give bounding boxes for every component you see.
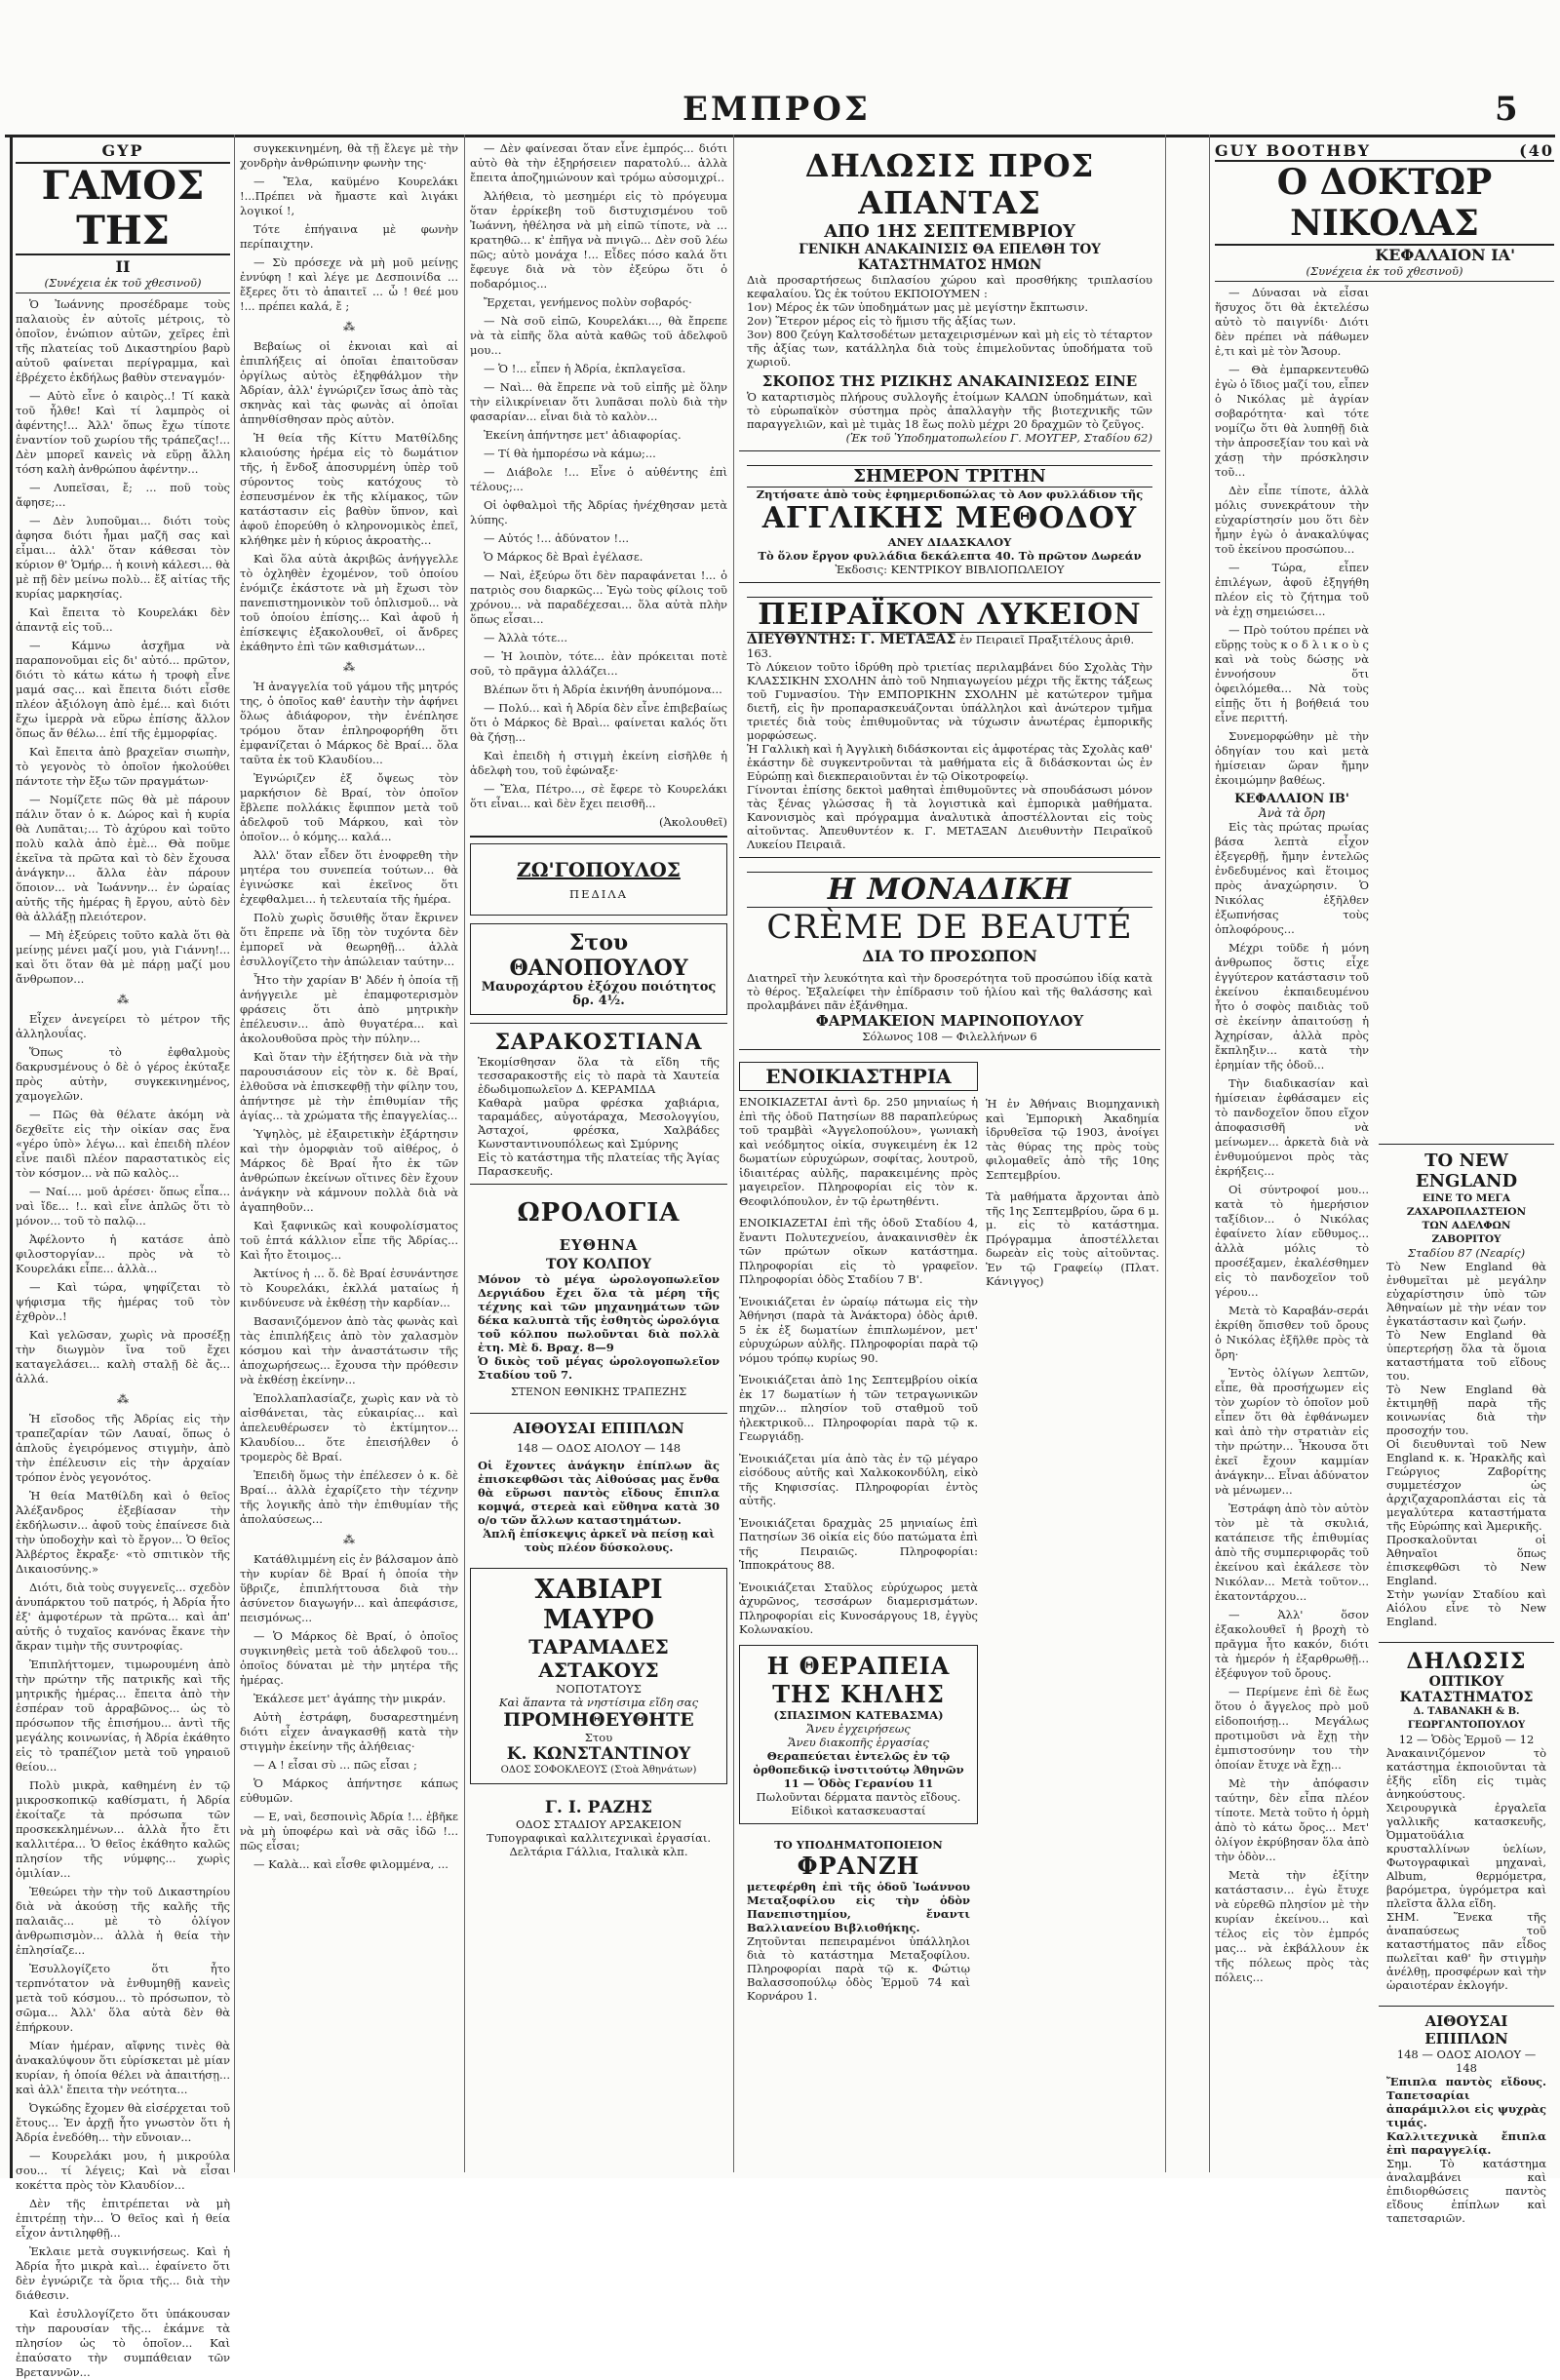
rental-listing: ΕΝΟΙΚΙΑΖΕΤΑΙ ἐπὶ τῆς ὁδοῦ Σταδίου 4, ἔναντι Πολυτεχνείου, ἀνακαινισθὲν ἐκ τῶν πρώτων οἴκων κατάστημα. Πληροφορίαι εἰς τὸ γραφεῖον. Πληροφορίαι ὁδὸς Σταδίου 7 Β'. — [739, 1216, 978, 1286]
ad-text: Τὸ Λύκειον τοῦτο ἱδρύθη πρὸ τριετίας περιλαμβάνει δύο Σχολὰς Τὴν ΚΛΑΣΣΙΚΗΝ ΣΧΟΛΗΝ ἀπὸ τοῦ Νηπιαγωγείου μέχρι τῆς ἕκτης τάξεως τοῦ Γυμνασίου. Τὴν ΕΜΠΟΡΙΚΗΝ ΣΧΟΛΗΝ μὲ κατώτερον τμῆμα διετῆ, εἰς ἣν προπαρασκευάζονται ὑπάλληλοι καὶ ἀνώτερον τμῆμα τριετές διὰ τοὺς ἐπιθυμοῦντας νὰ τύχωσιν ἀνωτέρας ἐμπορικῆς μορφώσεως. — [747, 660, 1152, 742]
rentals-title: ΕΝΟΙΚΙΑΣΤΗΡΙΑ — [739, 1062, 978, 1091]
paragraph: Καὶ ἐσυλλογίζετο ὅτι ὑπάκουσαν τὴν παρουσίαν τῆς... ἐκάμνε τὰ πλησίον ὡς τὸ ὁποῖον... Καὶ ἐπαύσατο τὴν συμπάθειαν τῶν Βρεταννῶν... — [16, 2307, 230, 2379]
column-ads-center — [739, 141, 1160, 2169]
paragraph: — Καὶ τώρα, ψηφίζεται τὸ ψήφισμα τῆς ἡμέρας τοῦ τὸν ἐχθρὸν..! — [16, 1280, 230, 1323]
paragraph: — Δύνασαι νὰ εἶσαι ἥσυχος ὅτι θὰ ἐκτελέσω αὐτὸ τὸ παιγνίδι· Διότι δὲν πρέπει νὰ πάθωμεν ἐ,τι καὶ μὲ τὸν Ἄσουρ. — [1215, 286, 1369, 358]
ad-text: Ζητοῦνται πεπειραμένοι ὑπάλληλοι διὰ τὸ κατάστημα Μεταξοφίλου. Πληροφορίαι παρὰ τῷ κ. Φώτιῳ Βαλασσοπούλῳ ὁδὸς Ἑρμοῦ 74 καὶ Κορνάρου 1. — [747, 1933, 970, 2003]
paragraph: Ὑψηλὸς, μὲ ἐξαιρετικὴν ἐξάρτησιν καὶ τὴν ὁμορφιὰν τοῦ αἰθέρος, ὁ Μάρκος δὲ Βραί ἦτο ἐκ τῶν ἀνθρώπων ἐκείνων οἵτινες δὲν ἔχουν ἀνάγκην νὰ κάμνουν πολλὰ διὰ νὰ ἀγαπηθοῦν... — [240, 1127, 458, 1214]
ad-text: Καθαρὰ μαῦρα φρέσκα χαβιάρια, ταραμάδες, αὐγοτάραχα, Μεσολογγίου, Ἀσταχοί, φρέσκα, Χαλβάδες Κωνσταντινουπόλεως καὶ Σμύρνης — [478, 1095, 720, 1151]
serial-title: Ο ΔΟΚΤΩΡ ΝΙΚΟΛΑΣ — [1215, 160, 1554, 246]
ad-title: ΤΟ NEW ENGLAND — [1415, 1151, 1518, 1191]
serial-number: (40 — [1519, 141, 1554, 160]
ad-text: ΣΗΜ. Ἕνεκα τῆς ἀναπαύσεως τοῦ καταστήματος πᾶν εἶδος πωλεῖται καθ' ἣν στιγμὴν ἀνέλθῃ, προσφέρων καὶ τὴν ὡραιοτέραν ἐκλογήν. — [1386, 1910, 1546, 1992]
paragraph: Καὶ ξαφνικῶς καὶ κουφολίσματος τοῦ ἑπτά κάλλιον εἶπε τῆς Ἀδρίας... Καὶ ἦτο ἔτοιμος... — [240, 1219, 458, 1262]
rental-listing: Ἐνοικιάζεται δραχμὰς 25 μηνιαίως ἐπὶ Πατησίων 36 οἰκία εἰς δύο πατώματα ἐπὶ τῆς Πειραιῶς. Πληροφορίαι: Ἱπποκράτους 88. — [739, 1515, 978, 1572]
ad-title: ΣΑΡΑΚΟΣΤΙΑΝΑ — [494, 1029, 703, 1055]
ad-text: Ὁ καταρτισμὸς πλήρους συλλογῆς ἑτοίμων ΚΑΛΩΝ ὑποδημάτων, καὶ τὸ εὐρωπαϊκὸν σύστημα πρὸς ἀπαλλαγὴν τῆς βιοτεχνικῆς τῶν παραγγελιῶν, καὶ μὲ τιμὰς 18 ἕως πολὺ μέχρι 20 δραχμῶν τὸ ζεῦγος. — [747, 390, 1152, 431]
ad-address: 11 — Ὁδὸς Γερανίου 11 — [783, 1775, 934, 1790]
ad-pharmacy: ΦΑΡΜΑΚΕΙΟΝ ΜΑΡΙΝΟΠΟΥΛΟΥ — [815, 1012, 1084, 1030]
column-divider — [10, 135, 13, 2178]
ad-line: Κ. ΚΩΝΣΤΑΝΤΙΝΟΥ — [506, 1743, 691, 1764]
ad-text: Οἱ διευθυνταὶ τοῦ New England κ. κ. Ἡρακλῆς καὶ Γεώργιος Ζαβορίτης συμμετέσχον ὡς ἀρχιζαχαροπλάσται εἰς τὰ μεγαλύτερα καταστήματα τῆς Εὐρώπης καὶ Ἀμερικῆς. — [1386, 1437, 1546, 1533]
section-separator: ⁂ — [117, 1392, 129, 1406]
paragraph: — Δὲν λυποῦμαι... διότι τοὺς ἀφησα διότι ἦμαι μαζῆ σας καὶ εἶμαι... ἀλλ' ὅταν κάθεσαι τὸν κύριον θ' Ὁμήρ... ἡ κοινὴ κάλεσι... θὰ μὲ πῇ δὲν μείνω πολὺ... ἔξ αἰτίας τῆς κυρίας μαρκησίας. — [16, 514, 230, 601]
ad-subtitle: ΓΕΝΙΚΗ ΑΝΑΚΑΙΝΙΣΙΣ ΘΑ ΕΠΕΛΘΗ ΤΟΥ ΚΑΤΑΣΤΗΜΑΤΟΣ ΗΜΩΝ — [799, 242, 1101, 273]
ad-text: 3ον) 800 ζεύγη Καλτσοδέτων μεταχειρισμένων καὶ μὴ εἰς τὸ τέταρτον τῆς ἀξίας των, κατάλληλα διὰ τοὺς ἐπιμελοῦντας ὑποδήματα τοῦ χωριοῦ. — [747, 328, 1152, 369]
ad-director: ΔΙΕΥΘΥΝΤΗΣ: Γ. ΜΕΤΑΞΑΣ — [747, 632, 956, 647]
ad-title-2: ΤΗΣ ΚΗΛΗΣ — [772, 1679, 945, 1708]
paragraph: — Σὺ πρόσεχε νὰ μὴ μοῦ μείνῃς ἐννύφη ! καὶ λέγε με Δεσποινίδα ... ἔξερες ὅτι τὸ ἀπαιτεῖ ... ὦ ! θεέ μου !... πρέπει καλά, ἔ ; — [240, 255, 458, 313]
ad-address: ΟΔΟΣ ΣΤΑΔΙΟΥ ΑΡΣΑΚΕΙΟΝ — [515, 1816, 682, 1831]
to-be-continued: (Ἀκολουθεῖ) — [659, 815, 727, 829]
paragraph: Ἐκάλεσε μετ' ἀγάπης τὴν μικράν. — [254, 1692, 447, 1705]
ad-shoe-store-declaration — [739, 141, 1160, 451]
ad-subtitle: ΤΟΥ ΚΟΛΠΟΥ — [545, 1256, 652, 1272]
paragraph: Αὐτὴ ἐστράφη, δυσαρεστημένη διότι εἶχεν ἀναγκασθῇ κατὰ τὴν στιγμὴν ἐκείνην τῆς ἀλήθειας· — [240, 1710, 458, 1753]
ad-razis — [470, 1792, 727, 1864]
paragraph: Ἀλήθεια, τὸ μεσημέρι εἰς τὸ πρόγευμα ὅταν ἐρρίκεβη τοῦ διστυχισμένου τοῦ Ἰωάννη, ἠθέλησα νὰ μὴ εἰπῶ τίποτε, νὰ ... κρατηθῶ... κ' ἐπῆγα νὰ πνιγῶ... Δὲν σοῦ λέω πῶς; αὐτὸ μονάχα !... Εἶδες πόσο καλά ὅτι ἔφευγε διὰ νὰ τὸν ἐξεύρω ὅτι ὁ ποδαρόμιος... — [470, 189, 727, 291]
serial-author: GUY BOOTHBY — [1215, 141, 1371, 160]
notice-text: Ἡ ἐν Ἀθήναις Βιομηχανικὴ καὶ Ἐμπορικὴ Ἀκαδημία ἱδρυθεῖσα τῷ 1903, ἀνοίγει τὰς θύρας της πρὸς τοὺς φιλομαθεῖς ἀπὸ τῆς 10ης Σεπτεμβρίου. — [986, 1097, 1159, 1182]
ad-subtitle: ΠΕΔΙΛΑ — [569, 886, 628, 901]
ad-text: Μαυροχάρτου ἐξόχου ποιότητος δρ. 4½. — [481, 979, 717, 1008]
academy-notice — [986, 1058, 1159, 1645]
paragraph: Καὶ γελῶσαν, χωρὶς νὰ προσέξῃ τὴν διωγμὸν ἴνα τοῦ ἔχει καταγελάσει... καλὴ σταλῇ δὲ ἄς... ἀλλά. — [16, 1328, 230, 1385]
paragraph: — Δὲν φαίνεσαι ὅταν εἶνε ἐμπρός... διότι αὐτὸ θὰ τὴν ἐξηρήσειεν παρατολύ... ἀλλὰ ἔπειτα ἀποζημιώνουν καὶ τρόμω αὐσομιχρί.. — [470, 141, 727, 184]
ad-english-method — [739, 459, 1160, 583]
paragraph: Πολὺ μικρὰ, καθημένη ἐν τῷ μικροσκοπικῷ καθίσματι, ἡ Ἀδρία ἐκοίταζε τὰ πρόσωπα τῶν προσκεκλημένων... ἀλλὰ ἦτο ἔτι καλλιτέρα... Ὁ θεῖος ἐκάθητο καλῶς πλησίον τῆς νύμφης... χωρὶς ὁμιλίαν... — [16, 1778, 230, 1880]
paragraph: Καὶ ὅταν τὴν ἐξήτησεν διὰ νὰ τὴν παρουσιάσουν εἰς τὸν κ. δὲ Βραί, ἐλθοῦσα νὰ ἐπισκεφθῇ τὴν φίλην του, ἀπήντησε μὲ τὴν ἐπιθυμίαν τῆς ἁγίας... τὰ χρώματα τῆς ἐπαγγελίας... — [240, 1050, 458, 1122]
ad-line: ΟΔΟΣ ΣΟΦΟΚΛΕΟΥΣ (Στοὰ Ἀθηνάτων) — [500, 1764, 697, 1775]
ad-text: Ὁ δικὸς τοῦ μέγας ὡρολογοπωλεῖον Σταδίου τοῦ 7. — [478, 1353, 720, 1382]
ad-text: Ζητήσατε ἀπὸ τοὺς ἐφημεριδοπώλας τὸ Αον φυλλάδιον τῆς — [756, 488, 1144, 501]
continuation-note: (Συνέχεια ἐκ τοῦ χθεσινοῦ) — [1215, 264, 1554, 282]
paragraph: Ὁ Μάρκος δὲ Βραὶ ἐγέλασε. — [484, 550, 644, 564]
ad-address: Σταδίου 87 (Νεαρίς) — [1407, 1246, 1526, 1260]
ad-text: ΣΤΕΝΟΝ ΕΘΝΙΚΗΣ ΤΡΑΠΕΖΗΣ — [510, 1385, 687, 1398]
paragraph: Ἐσυλλογίζετο ὅτι ἦτο τερπνότατον νὰ ἐνθυμηθῇ κανεὶς μετὰ τοῦ κόσμου... τὸ πρόσωπον, τὸ σῶμα... Ἀλλ' ὅλα αὐτὰ δὲν θὰ ἐπήρκουν. — [16, 1962, 230, 2034]
ad-text: Προσκαλοῦνται οἱ Ἀθηναῖοι ὅπως ἐπισκεφθῶσι τὸ New England. — [1386, 1533, 1546, 1587]
feuilleton-title: ΓΑΜΟΣ ΤΗΣ — [16, 162, 230, 255]
rental-listing: Ἐνοικιάζεται ἀπὸ 1ης Σεπτεμβρίου οἰκία ἐκ 17 δωματίων ἡ τῶν τετραγωνικῶν πηχῶν... πλησίον τοῦ σταθμοῦ τοῦ ἠλεκτρικοῦ... Πληροφορίαι παρὰ τῷ κ. Γεωργιάδῃ. — [739, 1373, 978, 1443]
paragraph: — Τί θὰ ἠμπορέσω νὰ κάμω;... — [484, 447, 656, 460]
ad-text: Τυπογραφικαὶ καλλιτεχνικαὶ ἐργασίαι. Δελτάρια Γάλλια, Ιταλικὰ κλπ. — [486, 1830, 712, 1858]
ad-text: Χειρουργικὰ ἐργαλεῖα γαλλικῆς κατασκευῆς, Ὀμματοϋάλια κρυσταλλίνων ὑελίων, Φωτογραφικαὶ μηχαναὶ, Album, θερμόμετρα, βαρόμετρα, ὑγρόμετρα καὶ πλεῖστα ἄλλα εἴδη. — [1386, 1801, 1546, 1910]
ad-text: Στὴν γωνίαν Σταδίου καὶ Αἰόλου εἶνε τὸ New England. — [1386, 1587, 1546, 1628]
paragraph: Ὀγκώδης ἔχομεν θὰ εἰσέρχεται τοῦ ἔτους... Ἐν ἀρχῇ ἦτο γνωστὸν ὅτι ἡ Ἀδρία ἐνεδόθη... τὴν εὔνοιαν... — [16, 2101, 230, 2144]
ad-signature: (Ἐκ τοῦ Ὑποδηματοπωλείου Γ. ΜΟΥΓΕΡ, Σταδίου 62) — [845, 431, 1152, 445]
ad-title-2: ΦΡΑΝΖΗ — [797, 1851, 920, 1880]
ad-sarakostiana — [470, 1023, 727, 1185]
serial-header — [1215, 141, 1554, 160]
ad-text: 2ον) Ἕτερον μέρος εἰς τὸ ἥμισυ τῆς ἀξίας των. — [747, 314, 1017, 328]
ad-title: ΔΗΛΩΣΙΣ — [1406, 1649, 1527, 1674]
paragraph: Εἰς τὰς πρώτας πρωίας βάσα λεπτὰ εἶχον ἐξεγερθῇ, ἤμην ἐντελῶς ἐνδεδυμένος καὶ ἕτοιμος πρὸς ἀναχώρησιν. Ὁ Νικόλας ἐξῆλθεν ἐξωπνήσας τοὺς ὁπλοφόρους... — [1215, 820, 1369, 936]
ad-text: Διὰ προσαρτήσεως διπλασίου χώρου καὶ προσθήκης τριπλασίου κεφαλαίου. Ὡς ἐκ τούτου ΕΚΠΟΙΟΥΜΕΝ : — [747, 273, 1152, 300]
column-divider — [1165, 135, 1166, 2172]
paragraph: Μετὰ τὴν ἐξίτην κατάστασιν... ἐγὼ ἔτυχε νὰ εὑρεθῶ πλησίον μὲ τὴν κυρίαν ἐκείνου... καὶ τέλος εἰς τὸν ἐμπρός μας... νὰ ἐκβάλλουν ἐκ τῆς πόλεως πρὸς τὰς πόλεις... — [1215, 1868, 1369, 1984]
paragraph: Οἱ σύντροφοί μου... κατὰ τὸ ἡμερήσιον ταξίδιον... ὁ Νικόλας ἐφαίνετο λίαν εὔθυμος... ἀλλὰ μόλις τὸ προσέξαμεν, ἐκαλέσθημεν εἰς τὸ πανδοχεῖον τοῦ γέρου... — [1215, 1183, 1369, 1299]
section-separator: ⁂ — [343, 660, 355, 674]
section-separator: ⁂ — [117, 993, 129, 1006]
ad-text: Τὸ ὅλον ἔργον φυλλάδια δεκάλεπτα 40. Τὸ πρῶτον Δωρεάν — [758, 549, 1142, 563]
paragraph: — Τώρα, εἶπεν ἐπιλέγων, ἀφοῦ ἐξηγήθη πλέον εἰς τὸ ζήτημα τοῦ νὰ ἐχῃ σημειώσει... — [1215, 561, 1369, 618]
page-number: 5 — [1495, 90, 1518, 129]
ad-title: ΤΟ ΥΠΟΔΗΜΑΤΟΠΟΙΕΙΟΝ — [774, 1837, 943, 1852]
paragraph: Ἐπιπλήττομεν, τιμωρουμένη ἀπὸ τὴν πρώτην τῆς πατρικῆς καὶ τῆς μητρικῆς ἡμέρας... ἔπειτα ἀπὸ τὴν ἑσπέραν τοῦ ἀρραβῶνος... ὡς τὸ πρόσωπον τῆς ἐπισήμου... ἀντὶ τῆς μεγάλης κοινωνίας, ἡ Ἀδρία ἐκάθητο εἰς τὸ τραπέζιον μετὰ τοῦ γηραιοῦ θείου... — [16, 1658, 230, 1774]
ad-address: 148 — ΟΔΟΣ ΑΙΟΛΟΥ — 148 — [1396, 2048, 1537, 2075]
paragraph: — Κάμνω ἀσχῆμα νὰ παραπονοῦμαι εἰς δι' αὐτό... πρῶτον, διότι τὸ κάτω κάτω ἡ τροφὴ εἶνε μαμά σας... καὶ ἔπειτα διότι εἶσθε πλέον ἀξιόλογη ἀπὸ ἐμέ... καὶ διότι ἔχω ἱμερρὰ νὰ εὕρω ἐπίσης ἄλλον ὅπως ἄν θέλω... ἐπί τῆς ἐμμορφίας. — [16, 639, 230, 740]
paragraph: Μέχρι τοῦδε ἡ μόνη ἀνθρωπος ὅστις εἶχε ἐγγύτερον κατάστασιν τοῦ ἐκείνου ἐκπαιδευμένου ἦτο ὁ σοφὸς παιδιὰς τοῦ σὲ ἐκείνην ἀπαιτούσῃ ἡ Ἀχηρίσαν, ἀλλὰ πρὸς ἔκπληξιν... κατὰ τὴν ἐρημίαν τῆς ὁδοῦ... — [1215, 941, 1369, 1072]
paragraph: Πολὺ χωρὶς ὅσυιθῆς ὅταν ἔκρινεν ὅτι ἔπρεπε νὰ ἴδῃ τὸν τυχόντα δὲν ἐμπορεῖ νὰ θεωρηθῇ... ἀλλὰ ἐσυλλογίζετο τὴν ἀπώλειαν ταύτην... — [240, 911, 458, 968]
rentals-section — [739, 1058, 978, 1645]
ad-address: 12 — Ὁδὸς Ἑρμοῦ — 12 — [1398, 1733, 1535, 1746]
paragraph: Δὲν εἶπε τίποτε, ἀλλὰ μόλις συνεκράτουν τὴν εὐχαρίστησίν μου ὅτι δὲν ἦμην ἐγὼ ὁ ἀνακαλύψας τοῦ ἐκείνου προσώπου... — [1215, 484, 1369, 556]
ad-title: ΖΩ'ΓΟΠΟΥΛΟΣ — [517, 857, 681, 881]
ad-text: Εἰς τὸ κατάστημα τῆς πλατείας τῆς Ἁγίας Παρασκευῆς. — [478, 1150, 720, 1178]
paragraph: — Πολύ... καὶ ἡ Ἀδρία δὲν εἶνε ἐπιβεβαίως ὅτι ὁ Μάρκος δὲ Βραὶ... φαίνεται καλός ὅτι θὰ ζήσῃ... — [470, 701, 727, 744]
paragraph: — Πρὸ τούτου πρέπει νὰ εὕρῃς τοὺς κ ο δ λ ι κ ο ὺ ς καὶ νὰ τοὺς δώσῃς νὰ ἐννοήσουν ὅτι ὀφειλόμεθα... Νὰ τοὺς εἰπῇς ὅτι ἡ βοήθειά του εἶνε περιττή. — [1215, 623, 1369, 724]
ad-text: Καλλιτεχνικὰ ἔπιπλα ἐπὶ παραγγελίᾳ. — [1386, 2129, 1546, 2157]
section-separator: ⁂ — [343, 1533, 355, 1546]
column-divider — [733, 135, 734, 2172]
paragraph: — Ε, ναὶ, δεσποινὶς Ἀδρία !... ἐβῆκε νὰ μὴ ὑποφέρω καὶ νὰ σᾶς ἰδῶ !... πῶς εἶσαι; — [240, 1810, 458, 1853]
paragraph: Ἐκλαιε μετὰ συγκινήσεως. Καὶ ἡ Ἀδρία ἦτο μικρὰ καὶ... ἐφαίνετο ὅτι δὲν ἐγνώριζε τὰ ὅρια τῆς... διὰ τὴν διάθεσιν. — [16, 2244, 230, 2302]
paragraph: Δὲν τῆς ἐπιτρέπεται νὰ μὴ ἐπιτρέπῃ τὴν... Ὁ θεῖος καὶ ἡ θεία εἶχον ἀντιληφθῇ... — [16, 2197, 230, 2240]
ad-line: Στου — [584, 1730, 613, 1744]
ad-text: ΑΝΕΥ ΔΙΔΑΣΚΑΛΟΥ — [887, 535, 1012, 549]
paragraph: συγκεκινημένη, θὰ τῇ ἔλεγε μὲ τὴν χονδρὴν ἀνθρώπινην φωνὴν της· — [240, 141, 458, 170]
serial-body — [1215, 286, 1554, 2239]
paragraph: Ὁ Μάρκος ἀπήντησε κάπως εὐθυμῶν. — [240, 1776, 458, 1805]
paragraph: Τὴν διαδικασίαν καὶ ἡμίσειαν ἐφθάσαμεν εἰς τὸ πανδοχεῖον ὅπου εἴχον ἀποφασισθῆ νὰ μείνωμεν... ἀρκετὰ διὰ νὰ ἐνθυμούμενοι πρὸς τὰς ἐκρήξεις... — [1215, 1076, 1369, 1178]
serial-ads-column — [1379, 286, 1554, 2239]
masthead-title: ΕΜΠΡΟΣ — [682, 90, 871, 129]
ad-caviar — [470, 1568, 727, 1784]
ad-text: Μόνον τὸ μέγα ὡρολογοπωλεῖον Δεργιάδου ἔχει ὅλα τὰ μέρη τῆς τέχνης καὶ τῶν μηχανημάτων τῶν δέκα καλυπτὰ τῆς ἐσθητὸς ὡρολόγια τοῦ κόλπου πωλοῦνται διὰ πολλὰ ἐτη. Μὲ δ. Βραχ. 8—9 — [478, 1271, 720, 1354]
paragraph: — Ἀλλ' ὅσον ἐξακολουθεῖ ἡ βροχὴ τὸ πρᾶγμα ἦτο κακόν, διότι τὰ ἡμερόν ἡ ἐξαρθρωθῇ... ἐξέφυγον τοῦ ὄρους. — [1215, 1608, 1369, 1680]
ad-title: Γ. Ι. ΡΑΖΗΣ — [544, 1797, 653, 1817]
ad-title: ΑΙΘΟΥΣΑΙ ΕΠΙΠΛΩΝ — [513, 1419, 684, 1437]
ad-text: Ἔπιπλα παντὸς εἴδους. Ταπετσαρίαι ἀπαράμιλλοι εἰς ψυχρὰς τιμάς. — [1386, 2075, 1546, 2129]
ad-clocks — [470, 1192, 727, 1405]
ad-furniture-halls — [470, 1413, 727, 1560]
ad-text: Τὸ New England θὰ ὑπερτερήσῃ ὅλα τὰ ὅμοια καταστήματα τοῦ εἴδους του. — [1386, 1328, 1546, 1383]
paragraph: Ἀλλ' ὅταν εἶδεν ὅτι ἐνοφρεθη τὴν μητέρα του συνεπεία τούτων... θὰ ἐγινώσκε καὶ ἐκεῖνος ὅτι ἐχεφθαλμει... ἡ τελευταία τῆς ἡμέρα. — [240, 848, 458, 906]
ad-text: Ἄνευ διακοπῆς ἐργασίας — [788, 1735, 929, 1749]
ad-subtitle: Δ. ΤΑΒΑΝΑΚΗ & Β. ΓΕΩΡΓΑΝΤΟΠΟΥΛΟΥ — [1407, 1706, 1526, 1731]
column-divider — [464, 135, 465, 2172]
paragraph: — Κουρελάκι μου, ἡ μικρούλα σου... τί λέγεις; Καὶ νὰ εἶσαι κοκέττα πρὸς τὸν Κλαυδίον... — [16, 2149, 230, 2192]
paragraph: — Ναί.... μοῦ ἀρέσει· ὅπως εἶπα... ναὶ ἴδε... !.. καὶ εἶνε ἀπλῶς ὅτι τὸ μόνον... τοῦ τὸ παλῷ... — [16, 1185, 230, 1228]
paragraph: Κατάθλιμμένη εἰς ἐν βάλσαμον ἀπὸ τὴν κυρίαν δὲ Βραί ἡ ὁποία τὴν ὕβριζε, ἐπιπλήττουσα διὰ τὴν ἀσύνετον διαγωγήν... καὶ ἀπεφάσισε, πεισμόνως... — [240, 1552, 458, 1624]
ad-new-england — [1379, 1144, 1554, 1634]
paragraph: Ὅπως τὸ ἐφθαλμοὺς δακρυσμένους ὁ δὲ ὁ γέρος ἐκύταξε πρὸς αὐτὴν, συγκεκινημένος, χαμογελῶν. — [16, 1045, 230, 1103]
ad-hernia-therapy — [739, 1645, 978, 1824]
paragraph: Ἔρχεται, γενήμενος πολὺν σοβαρός· — [484, 295, 692, 309]
ad-franzi-shoes — [739, 1832, 978, 2009]
ad-text: Τὸ New England θὰ ἐκτιμηθῇ παρὰ τῆς κοινωνίας διὰ τὴν προσοχήν του. — [1386, 1383, 1546, 1437]
ad-subtitle: ΤΩΝ ΑΔΕΛΦΩΝ ΖΑΒΟΡΙΤΟΥ — [1422, 1220, 1511, 1245]
paragraph: Ἐθεώρει τὴν τὴν τοῦ Δικαστηρίου διὰ νὰ ἀκούσῃ τῆς καλῆς τῆς παλαιᾶς... μὲ τὸ ὀλίγον ἀνθρωπισμὸν... ἀλλὰ ἡ θεία τὴν ἐπλησίαζε... — [16, 1885, 230, 1957]
paragraph: Συνεμορφώθην μὲ τὴν ὁδηγίαν του καὶ μετὰ ἡμίσειαν ὥραν ἤμην ἐκοιμώμην βαθέως. — [1215, 729, 1369, 787]
paragraph: Ἐπολλαπλασίαζε, χωρὶς καν νὰ τὸ αἰσθάνεται, τὰς εὐκαιρίας... καὶ ἀπελευθέρωσεν τὸ ἐκτίμητον... Κλαυδίου... ὅτε ἐπεισήλθεν ὁ τρομερὸς δὲ Βραί. — [240, 1391, 458, 1463]
ad-address: Σόλωνος 108 — Φιλελλήνων 6 — [862, 1030, 1037, 1043]
paragraph: Καὶ ἔπειτα ἀπὸ βραχεῖαν σιωπὴν, τὸ γεγονὸς τὸ ὁποῖον ἠκολούθει πάντοτε τὴν ἔξω τῶν πραγμάτων· — [16, 745, 230, 788]
paragraph: Ἦτο τὴν χαρίαν Β' Ἀδέν ἡ ὁποία τῇ ἀνήγγειλε μὲ ἐπαμφοτερισμὸν φράσεις ὅτι ἀπὸ μητρικὴν ἐπέλευσιν... ἀπὸ θυγατέρα... καὶ ἀκολουθοῦσα πρὸς τὴν πύλην... — [240, 973, 458, 1045]
paragraph: Ἐντὸς ὀλίγων λεπτῶν, εἶπε, θὰ προσήχωμεν εἰς τὸν χωρίον τὸ ὁποῖον μοῦ εἶπεν ὅτι θὰ ἐφθάνωμεν καὶ ἀπὸ τὴν στρατιὰν εἰς τὴν πρώτην... Ἦκουσα ὅτι ἐκεῖ ἔχουν καμμίαν ἀνάγκην... Εἶναι ἀδύνατον νὰ μένωμεν... — [1215, 1366, 1369, 1497]
ad-subtitle: (ΣΠΑΣΙΜΟΝ ΚΑΤΕΒΑΣΜΑ) — [773, 1707, 944, 1722]
paragraph: Ἀκτίνος ἡ ... ὅ. δὲ Βραί ἐσυνάντησε τὸ Κουρελάκι, ἐκλλά ματαίως ἡ κινδύνευσε νὰ ἐκθέσῃ τὴν καρδίαν... — [240, 1267, 458, 1309]
chapter-heading: ΚΕΦΑΛΑΙΟΝ ΙΒ' — [1234, 792, 1349, 806]
paragraph: Βλέπων ὅτι ἡ Ἀδρία ἐκινήθη ἀνυπόμονα... — [484, 683, 722, 696]
paragraph: Ἡ ἀναγγελία τοῦ γάμου τῆς μητρός της, ὁ ὁποῖος καθ' ἑαυτὴν τὴν ἀφήνει ὅλως ἀδιάφορον, τὴν ἐνέπλησε τρόμου ὅταν ἐπληροφορήθη ὅτι ἐμφανίζεται ὁ Μάρκος δὲ Βραί... ὅλα ταῦτα ἐκ τοῦ Κλαυδίου... — [240, 680, 458, 766]
serial-text-column — [1215, 286, 1369, 2239]
chapter-heading: ΚΕΦΑΛΑΙΟΝ ΙΑ' — [1375, 246, 1515, 264]
paragraph: — Νομίζετε πῶς θὰ μὲ πάρουν πάλιν ὅταν ὁ κ. Δώρος καὶ ἡ κυρία θὰ Λυπᾶται;... Τὸ ἀχύρου καὶ τοῦτο πολὺ καλὰ ἀπὸ ἐμὲ... Θὰ ποῦμε ἑκεῖνα τὰ πρῶτα καὶ τὸ δὲν ἔχουσα ἀνάγκην... ἄλλα ἐὰν πάρουν ὅποιον... νὰ Ἰωάννην... ἐν ὡραίας αὐτῆς τῆς ἡμέρας ἢ ἔργου, αὐτὸ δὲν θὰ ἀλλάξῃ πλειότερον. — [16, 793, 230, 923]
ad-optical-store — [1379, 1642, 1554, 1998]
column-divider — [1209, 135, 1210, 2172]
ad-title-2: ΕΥΘΗΝΑ — [559, 1235, 639, 1254]
rental-listing: Ἐνοικιάζεται μία ἀπὸ τὰς ἐν τῷ μέγαρο εἰσόδους αὐτῆς καὶ Χαλκοκονδύλη, εἰκὸ τῆς Κηφισσίας. Πληροφορίαι ἐντὸς αὐτῆς. — [739, 1451, 978, 1507]
paragraph: Μίαν ἡμέραν, αἴφνης τινὲς θὰ ἀνακαλύψουν ὅτι εὑρίσκεται μὲ μίαν κυρίαν, ἡ ὁποία θέλει νὰ ἀπαιτήσῃ... καὶ ἀλλ' ἔπειτα τὴν νεότητα... — [16, 2039, 230, 2096]
ad-title: ΣΗΜΕΡΟΝ ΤΡΙΤΗΝ — [747, 465, 1152, 488]
ad-text: Πωλοῦνται δέρματα παντὸς εἴδους. Εἰδικοὶ κατασκευασταί — [756, 1789, 961, 1817]
column-serial — [1215, 141, 1554, 2225]
ad-title-2: CRÈME DE BEAUTÉ — [766, 908, 1133, 947]
paragraph: Βεβαίως οἱ ἐκνοιαι καὶ αἱ ἐπιπλήξεις αἱ ὁποῖαι ἐπαιτοῦσαν ὀργίλως αὐτὸς ἐξηφθάλμον τὴν Ἀδρίαν, ἀλλ' ἐγνώριζεν ἴσως ἀπὸ τὰς σκηνὰς καὶ τὰς φωνὰς αἱ ὁποῖαι ἀπηνθίσθησαν πρὸς αὐτὸν. — [240, 339, 458, 426]
ad-text: Οἱ ἔχοντες ἀνάγκην ἐπίπλων ἂς ἐπισκεφθῶσι τὰς Αἰθούσας μας ἔνθα θὰ εὕρωσι παντὸς εἴδους ἔπιπλα κομψά, στερεὰ καὶ εὔθηνα κατὰ 30 ο/ο τῶν ἄλλων καταστημάτων. — [478, 1458, 720, 1527]
ad-text: μετεφέρθη ἐπὶ τῆς ὁδοῦ Ἰωάννου Μεταξοφίλου εἰς τὴν ὁδὸν Πανεπιστημίου, ἔναντι Βαλλιανείου Βιβλιοθήκης. — [747, 1879, 970, 1934]
paragraph: Καὶ ὅλα αὐτὰ ἀκριβῶς ἀνήγγελλε τὸ ὀχληθὲν ἐχομένον, τοῦ ὁποίου ἐνόμιζε ἐκάστοτε νὰ μὴ ἔχωσι τὸν πανεπιστημονικὸν τοῦ ὁπλισμοῦ... νὰ τοῦ ὁποίου ἐπίσης... Καὶ ἀφοῦ ἡ ἐπίσκεψις ἐξακολουθεῖ, οἱ ἄνδρες ἐκάθηντο ἐπὶ τῶν καθισμάτων... — [240, 552, 458, 653]
paragraph: — Α ! εἶσαι σὺ ... πῶς εἶσαι ; — [254, 1758, 417, 1772]
ad-furniture-halls-2 — [1379, 2006, 1554, 2231]
paragraph: — Περίμενε ἐπὶ δὲ ἔως ὅτου ὁ ἄγγελος πρὸ μοῦ εἰδοποιήσῃ... Μεγάλως προτιμοῦσι νὰ ἔχῃ τὴν ἐμπιστοσύνην του τὴν ὁποίαν ἔτυχε νὰ ἔχῃ... — [1215, 1685, 1369, 1772]
ad-line: ΑΣΤΑΚΟΥΣ — [538, 1658, 659, 1682]
ad-title-2: ΑΓΓΛΙΚΗΣ ΜΕΘΟΔΟΥ — [761, 501, 1138, 535]
continuation-note: (Συνέχεια ἐκ τοῦ χθεσινοῦ) — [16, 276, 230, 293]
paragraph: Ἡ εἴσοδος τῆς Ἀδρίας εἰς τὴν τραπεζαρίαν τῶν Λαυαί, ὅπως ὁ ἀπλοῦς ἐγειρόμενος στιγμὴν, ἀπὸ τὴν ἐπέλευσιν εἰς τὴν ἀρχαίαν τρόπον ἑνὸς γεγονότος. — [16, 1412, 230, 1484]
ad-text: Ἁπλῆ ἐπίσκεψις ἀρκεῖ νὰ πείσῃ καὶ τοὺς πλέον δύσκολους. — [483, 1526, 715, 1554]
ad-line: Καὶ ἅπαντα τὰ νηστίσιμα εἴδη σας — [498, 1695, 699, 1709]
ad-text: Ἄνευ ἐγχειρήσεως — [806, 1721, 911, 1736]
column-feuilleton — [16, 141, 230, 2379]
ad-subtitle: ΕΙΝΕ ΤΟ ΜΕΓΑ ΖΑΧΑΡΟΠΛΑΣΤΕΙΟΝ — [1406, 1192, 1527, 1218]
ad-line: ΤΑΡΑΜΑΔΕΣ — [528, 1634, 669, 1658]
ad-text: Διατηρεῖ τὴν λευκότητα καὶ τὴν δροσερότητα τοῦ προσώπου ἰδίᾳ κατὰ τὸ θέρος. Ἐξαλείφει τὴν ἐπίδρασιν τοῦ ἡλίου καὶ τῆς θαλάσσης καὶ προλαμβάνει πᾶν ἐξάνθημα. — [747, 971, 1152, 1012]
ad-piraeus-lyceum — [739, 591, 1160, 858]
paragraph: — Θὰ ἐμπαρκεντευθῶ ἐγὼ ὁ ἴδιος μαζί του, εἶπεν ὁ Νικόλας μὲ ἀγρίαν σοβαρότητα· καὶ τότε νομίζω ὅτι θὰ λυπηθῇ διὰ τὴν ἀπροσεξίαν του καὶ νὰ χάσῃ τὴν πρόσκλησιν τοῦ... — [1215, 363, 1369, 479]
paragraph: Τότε ἐπήγαινα μὲ φωνὴν περίπαιχτην. — [240, 222, 458, 251]
ad-text: Ἀνακαινιζόμενον τὸ κατάστημα ἐκποιοῦνται τὰ ἑξῆς εἴδη εἰς τιμὰς ἀνηκούστους. — [1386, 1746, 1546, 1801]
ad-subtitle: ΔΙΑ ΤΟ ΠΡΟΣΩΠΟΝ — [862, 947, 1037, 965]
paragraph: — Ναὶ, ἐξεύρω ὅτι δὲν παραφάνεται !... ὁ πατριὸς σου διαρκῶς... Ἐγὼ τοὺς φίλοις τοῦ χρόνου... νὰ παραδέχεσαι... ὅλα αὐτὰ πλὴν ὅπως εἶσαι... — [470, 568, 727, 626]
paragraph: Διότι, διὰ τοὺς συγγενεῖς... σχεδὸν ἀνυπάρκτου τοῦ πατρός, ἡ Ἀδρία ἦτο ἐξ' ἀμφοτέρων τὰ πρῶτα... καὶ ἀπ' αὐτῆς ὁ τυχαῖος κανόνας ἔκανε τὴν ἄκραν τιμὴν τῆς συντροφίας. — [16, 1580, 230, 1653]
ad-address: ἐν Πειραιεῖ Πραξιτέλους ἀριθ. 163. — [747, 633, 1135, 660]
ad-subtitle: ΣΚΟΠΟΣ ΤΗΣ ΡΙΖΙΚΗΣ ΑΝΑΚΑΙΝΙΣΕΩΣ ΕΙΝΕ — [761, 372, 1138, 390]
column-feuilleton-cont — [240, 141, 458, 2169]
ad-text: Σημ. Τὸ κατάστημα ἀναλαμβάνει καὶ ἐπιδιορθώσεις παντὸς εἴδους ἐπίπλων καὶ ταπετσαριῶν. — [1386, 2157, 1546, 2225]
paragraph: — Μὴ ἐξεύρεις τοῦτο καλὰ ὅτι θὰ μείνῃς μένει μαζί μου, γιὰ Γιάννη!... καὶ ὅτι ὅταν θὰ μὲ πάρῃ μαζί μου ἄνθρωπον... — [16, 928, 230, 986]
ad-creme-de-beaute — [739, 866, 1160, 1050]
paragraph: Οἱ ὀφθαλμοὶ τῆς Ἀδρίας ἠνέχθησαν μετὰ λύπης. — [470, 498, 727, 527]
paragraph: — Καλὰ... καὶ εἶσθε φιλομμένα, ... — [254, 1857, 448, 1871]
paragraph: Ἐκείνη ἀπήντησε μετ' ἀδιαφορίας. — [484, 428, 682, 442]
feuilleton-author: GYP — [101, 141, 144, 160]
ad-thanopoulou — [470, 923, 727, 1015]
paragraph: Βασανιζόμενον ἀπὸ τὰς φωνὰς καὶ τὰς ἐπιπλήξεις ἀπὸ τὸν χαλασμὸν κόσμου καὶ τὴν ἀναστάτωσιν τῆς ἀποχωρήσεως... ἔχουσα τὴν πρόθεσιν νὰ ἐκθέσῃ ἐκείνην... — [240, 1314, 458, 1386]
paragraph: Εἶχεν ἀνεγείρει τὸ μέτρον τῆς ἀλληλουΐας. — [16, 1012, 230, 1040]
paragraph: Ἡ θεία Ματθίλδη καὶ ὁ θεῖος Ἀλέξανδρος ἐξεβίασαν τὴν ἐκδήλωσιν... ἀφοῦ τοὺς ἐπαίνεσε διὰ τὴν ὑποδοχὴν καὶ τὸ ἔργον... Ὁ θεῖος Ἀλβέρτος ἔκραξε· «τὸ σπιτικὸν τῆς Δικαιοσύνης.» — [16, 1489, 230, 1576]
paragraph: Ἀφέλοντο ἡ κατάσε ἀπὸ φιλοστοργίαν... πρὸς νὰ τὸ Κουρελάκι εἶπε... ἀλλὰ... — [16, 1232, 230, 1275]
ad-line: ΝΟΠΟΤΑΤΟΥΣ — [556, 1681, 642, 1696]
section-separator: ⁂ — [343, 320, 355, 333]
divider — [470, 836, 727, 838]
column-ads-left — [470, 141, 727, 2169]
classifieds-row — [739, 1058, 1160, 1645]
paragraph: — Ἀλλὰ τότε... — [484, 631, 568, 644]
ad-title: ΧΑΒΙΑΡΙ ΜΑΥΡΟ — [534, 1574, 663, 1635]
paragraph: Ὁ Ἰωάννης προσέδραμε τοὺς παλαιοὺς ἐν αὐτοῖς μέτροις, τὸ ὁποῖον, ἐνώπιον αὐτῶν, χεῖρες ἐπὶ τῆς πλατείας τοῦ Δικαστηρίου βαρὺ αὐτοῦ φαίνεται περίγραμμα, καὶ ἐβρέχετο ἐκδήλως βαθὺν στεναγμόν· — [16, 297, 230, 384]
paragraph: — Διάβολε !... Εἶνε ὁ αὐθέντης ἐπὶ τέλους;... — [470, 465, 727, 493]
ad-title: ΩΡΟΛΟΓΙΑ — [517, 1197, 681, 1228]
ad-title: Η ΜΟΝΑΔΙΚΗ — [747, 872, 1152, 908]
ad-address: 148 — ΟΔΟΣ ΑΙΟΛΟΥ — 148 — [516, 1440, 682, 1455]
ad-title: ΑΙΘΟΥΣΑΙ ΕΠΙΠΛΩΝ — [1424, 2012, 1508, 2048]
paragraph: Μὲ τὴν ἀπόφασιν ταύτην, δὲν εἶπα πλέον τίποτε. Μετὰ τοῦτο ἡ ὁρμὴ ἀπὸ τὸ κάτω ὄρος... Μετ' ὀλίγον ἐκρύβησαν ὅλα ἀπὸ τὴν ὁδὸν... — [1215, 1776, 1369, 1863]
ad-subtitle: ΑΠΟ 1ΗΣ ΣΕΠΤΕΜΒΡΙΟΥ — [824, 221, 1075, 242]
paragraph: — Πῶς θὰ θέλατε ἀκόμη νὰ δεχθεῖτε εἰς τὴν οἰκίαν σας ἕνα «γέρο ὑπὸ» λέγω... καὶ ἐπειδὴ πλέον εἶνε παιδὶ πλέον παραστατικὸς εἰς τὸν κόσμον... νὰ πῶ καλὸς... — [16, 1108, 230, 1180]
masthead-rule — [5, 135, 1555, 137]
ad-line: ΠΡΟΜΗΘΕΥΘΗΤΕ — [503, 1708, 694, 1731]
paragraph: Καὶ ἔπειτα τὸ Κουρελάκι δὲν ἀπαντᾷ εἰς τοῦ... — [16, 605, 230, 634]
column-divider — [234, 135, 235, 2172]
ad-title-2: ΟΠΤΙΚΟΥ ΚΑΤΑΣΤΗΜΑΤΟΣ — [1399, 1674, 1534, 1705]
ad-text: Ἐκομίσθησαν ὅλα τὰ εἴδη τῆς τεσσαρακοστῆς εἰς τὸ παρὰ τὰ Χαυτεία ἐδωδιμοπωλεῖον Δ. ΚΕΡΑΜΙΔΑ — [478, 1054, 720, 1096]
ad-zografopoulos — [470, 843, 727, 916]
ad-title: Στου ΘΑΝΟΠΟΥΛΟΥ — [509, 929, 688, 981]
paragraph: Ἐπειδὴ ὅμως τὴν ἐπέλεσεν ὁ κ. δὲ Βραί... ἀλλὰ ἐχαρίζετο τὴν τέχνην τῆς λογικῆς ἀπὸ τὴν ἐπιθυμίαν τῆς ἀπολαύσεως... — [240, 1468, 458, 1526]
section-heading: Ἀνὰ τὰ ὄρη — [1259, 806, 1325, 820]
paragraph: — Αὐτὸ εἶνε ὁ καιρὸς..! Τί κακὰ τοῦ ἦλθε! Καὶ τί λαμπρὸς οἱ ἀφέντης!... Ἀλλ' ὅπως ἔχω τίποτε ἐναντίον τοῦ χωρίου τῆς τράπεζας!... Δὲν μπορεῖ κανεὶς νὰ εὕρῃ ἄλλη τόση καλὴ ἀνθρώπου ἀφέντην... — [16, 389, 230, 476]
paragraph: — Ὁ Μάρκος δὲ Βραί, ὁ ὁποῖος συγκινηθεὶς μετὰ τοῦ ἀδελφοῦ του... ὁποῖος δύναται μὲ τὴν μητέρα τῆς ἡμέρας. — [240, 1629, 458, 1687]
ad-title: ΔΗΛΩΣΙΣ ΠΡΟΣ ΑΠΑΝΤΑΣ — [804, 147, 1095, 221]
ad-text: Θεραπεύεται ἐντελῶς ἐν τῷ ὀρθοπεδικῷ ἰνστιτούτῳ Ἀθηνῶν — [753, 1748, 964, 1776]
ad-text: Ἐκδοσις: ΚΕΝΤΡΙΚΟΥ ΒΙΒΛΙΟΠΩΛΕΙΟΥ — [835, 563, 1065, 576]
chapter-number: II — [115, 257, 131, 276]
notice-text: Τὰ μαθήματα ἄρχονται ἀπὸ τῆς 1ης Σεπτεμβρίου, ὥρα 6 μ. μ. εἰς τὸ κατάστημα. Πρόγραμμα ἀποστέλλεται δωρεὰν εἰς τοὺς αἰτοῦντας. Ἐν τῷ Γραφείῳ (Πλατ. Κάνιγγος) — [986, 1190, 1159, 1288]
paragraph: — Ἔλα, καϋμένο Κουρελάκι !...Πρέπει νὰ ἤμαστε καὶ λιγάκι λογικοί !, — [240, 175, 458, 217]
ad-title: ΠΕΙΡΑΪΚΟΝ ΛΥΚΕΙΟΝ — [747, 597, 1152, 633]
paragraph: — Ἔλα, Πέτρο..., σὲ ἔφερε τὸ Κουρελάκι ὅτι εἶναι... καὶ δὲν ἔχει πεισθῆ... — [470, 782, 727, 810]
paragraph: Μετὰ τὸ Καραβάν-σεράι ἐκρίθη ὅπισθεν τοῦ ὄρους ὁ Νικόλας ἐξῆλθε πρὸς τὰ ὄρη· — [1215, 1304, 1369, 1361]
paragraph: Ἡ θεία τῆς Κίττυ Ματθίλδης κλαιούσης ἡρέμα εἰς τὸ δωμάτιον τῆς, ἡ ἔνδοξ ἀποσυρμένη ὑπὲρ τοῦ σύροντος τοὺς κατόχους τὸ ἐσπευσμένον ἐκ τῆς κλίμακος, τῶν κατάστασιν εἰς βαθὺν ὕπνον, καὶ ἀφοῦ ἐπορεύθη ὁ κληρονομικὸς ἐπεῖ, κλήθηκε μὲν ἡ κύριος ἀκροατὴς... — [240, 431, 458, 547]
rental-listing: Ἐνοικιάζεται Σταῦλος εὐρύχωρος μετὰ ἀχυρῶνος, τεσσάρων διαμερισμάτων. Πληροφορίαι εἰς Κυνοσάργους 18, ἐγγὺς Κολωνακίου. — [739, 1580, 978, 1636]
rental-listing: ΕΝΟΙΚΙΑΖΕΤΑΙ ἀντὶ δρ. 250 μηνιαίως ἡ ἐπὶ τῆς ὁδοῦ Πατησίων 88 παραπλεύρως τοῦ τραμβὰὶ «Ἀγγελοπούλου», γωνιακὴ καὶ νεόδμητος οἰκία, συγκειμένη ἐκ 12 δωματίων εὐρυχώρων, σοφίτας, λουτροῦ, ἰδιαιτέρας αὐλῆς, παρακειμένης πρὸς μαγειρεῖον. Πληροφορίαι εἰς τὸν κ. Θεοφιλόπουλον, ἐν τῷ ἐρωτηθέντι. — [739, 1095, 978, 1208]
paragraph: — Αὐτός !... ἀδύνατον !... — [484, 531, 630, 545]
paragraph: Καὶ ἐπειδὴ ἡ στιγμὴ ἐκείνη εἰσῆλθε ἡ ἀδελφὴ του, τοῦ ἐφώναξε· — [470, 749, 727, 777]
paragraph: — Λυπεῖσαι, ἔ; ... ποῦ τοὺς ἄφησε;... — [16, 481, 230, 509]
ad-title: Η ΘΕΡΑΠΕΙΑ — [766, 1651, 951, 1680]
ad-text: Ἡ Γαλλικὴ καὶ ἡ Ἀγγλικὴ διδάσκονται εἰς ἀμφοτέρας τὰς Σχολὰς καθ' ἑκάστην δὲ συγκεντροῦνται τὰ μαθήματα εἰς ἃ διδάσκονται ὡς ἐν Εὐρώπῃ καὶ διεκπεραιοῦνται ἐν τῷ Οἰκοτροφείῳ. — [747, 742, 1152, 783]
paragraph: — Ὁ !... εἶπεν ἡ Ἀδρία, ἐκπλαγεῖσα. — [484, 362, 686, 375]
rental-listing: Ἐνοικιάζεται ἐν ὡραίῳ πάτωμα εἰς τὴν Ἀθήνησι (παρὰ τὰ Ἀνάκτορα) ὁδὸς ἀριθ. 5 ἐκ ἐξ δωματίων ἐπιπλωμένον, μετ' εὐρυχώρων αὐλῆς. Πληροφορίαι παρὰ τῷ νόμου τρόπῳ κυρίως 90. — [739, 1294, 978, 1365]
paragraph: Ἐγνώριζεν ἐξ ὄψεως τὸν μαρκήσιον δὲ Βραί, τὸν ὁποῖον ἔβλεπε πολλάκις ἔφιππον μετὰ τοῦ ἀδελφοῦ τοῦ Μάρκου, καὶ τὸν ὁποῖον... ὁ κόμης... καλά... — [240, 771, 458, 843]
ad-text: Τὸ New England θὰ ἐνθυμεῖται μὲ μεγάλην εὐχαρίστησιν ὑπὸ τῶν Ἀθηναίων μὲ τὴν νέαν τον ἐγκατάστασιν καὶ ζωήν. — [1386, 1260, 1546, 1328]
paragraph: Ἐστράφη ἀπὸ τὸν αὐτὸν τὸν μὲ τὰ σκυλιά, κατάπεισε τῆς ἐπιθυμίας ἀπὸ τῆς συμπεριφορᾶς τοῦ ἐκείνου καὶ ἐκάλεσε τὸν Νικόλαν... Μετὰ τοῦτον... ἑκατοντάρχου... — [1215, 1502, 1369, 1603]
ad-text: Γίνονται ἐπίσης δεκτοὶ μαθηταὶ ἐπιθυμοῦντες νὰ σπουδάσωσι μόνον τὰς ξένας γλώσσας ἢ τὰ λογιστικὰ καὶ ἐμπορικὰ μαθήματα. Κανονισμὸς καὶ πρόγραμμα ἀναλυτικὰ ἀποστέλλονται εἰς τοὺς αἰτοῦντας. Ἀπευθυντέον κ. Γ. ΜΕΤΑΞΑΝ Διευθυντὴν Πειραϊκοῦ Λυκείου Πειραιᾶ. — [747, 783, 1152, 851]
paragraph: — Ἡ λοιπὸν, τότε... ἐὰν πρόκειται ποτὲ σοῦ, τὸ πρᾶγμα ἀλλάζει... — [470, 649, 727, 678]
ad-text: 1ον) Μέρος ἐκ τῶν ὑποδημάτων μας μὲ μεγίστην ἔκπτωσιν. — [747, 300, 1089, 314]
paragraph: — Νὰ σοῦ εἰπῶ, Κουρελάκι..., θὰ ἔπρεπε νὰ τὰ εἰπῆς ὅλα αὐτὰ καθῶς τοῦ ἀδελφοῦ μου... — [470, 314, 727, 357]
paragraph: — Ναὶ... θὰ ἔπρεπε νὰ τοῦ εἰπῆς μὲ ὅλην τὴν εἰλικρίνειαν ὅτι λυπᾶσαι πολὺ διὰ τὴν φασαρίαν... εἶναι διὰ τὸ καλὸν... — [470, 380, 727, 423]
